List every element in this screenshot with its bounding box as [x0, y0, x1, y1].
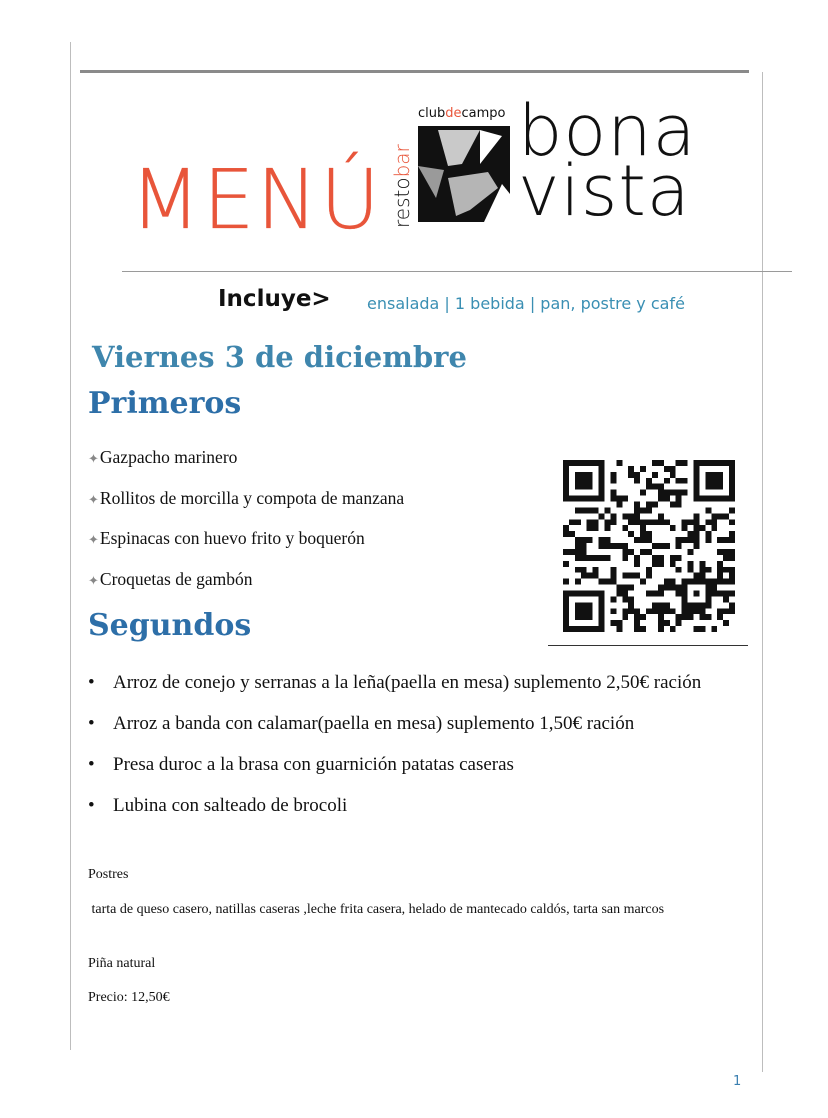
segundos-item: • Presa duroc a la brasa con guarnición patatas caseras: [88, 750, 728, 780]
star-bullet-icon: ✦: [88, 451, 99, 466]
bullet-icon: •: [88, 672, 95, 693]
segundos-list: [88, 668, 728, 832]
star-bullet-icon: ✦: [88, 492, 99, 507]
primeros-item: ✦Rollitos de morcilla y compota de manzana: [88, 488, 405, 508]
primeros-item: ✦Gazpacho marinero: [88, 447, 238, 467]
segundos-heading: Segundos: [88, 608, 252, 643]
bonavista-b-logo-icon: [418, 126, 510, 222]
postres-list: tarta de queso casero, natillas caseras ,leche frita casera, helado de mantecado caldós, tarta san marcos: [88, 902, 665, 917]
brand-bona: bona: [518, 90, 697, 172]
top-rule: [80, 70, 749, 73]
right-margin-line: [762, 72, 763, 1072]
menu-title: MENÚ: [130, 153, 382, 248]
club-de-campo-label: clubdecampo: [418, 106, 506, 121]
postres-fruit: Piña natural: [88, 956, 156, 971]
star-bullet-icon: ✦: [88, 532, 99, 547]
left-margin-line: [70, 42, 71, 1050]
primeros-heading: Primeros: [88, 386, 242, 421]
restobar-label: restobar: [390, 144, 414, 228]
segundos-item: • Arroz a banda con calamar(paella en mesa) suplemento 1,50€ ración: [88, 709, 728, 739]
header-divider: [122, 271, 792, 272]
bullet-icon: •: [88, 713, 95, 734]
qr-code-icon[interactable]: [563, 460, 735, 632]
includes-text: ensalada | 1 bebida | pan, postre y café: [367, 294, 685, 313]
postres-heading: Postres: [88, 867, 129, 882]
qr-underline: [548, 645, 748, 646]
menu-date: Viernes 3 de diciembre: [92, 340, 467, 374]
bullet-icon: •: [88, 754, 95, 775]
primeros-item: ✦Croquetas de gambón: [88, 569, 253, 589]
segundos-item: • Lubina con salteado de brocoli: [88, 791, 728, 821]
price: Precio: 12,50€: [88, 990, 170, 1005]
includes-label: Incluye>: [218, 286, 331, 312]
primeros-item: ✦Espinacas con huevo frito y boquerón: [88, 528, 365, 548]
segundos-item: • Arroz de conejo y serranas a la leña(paella en mesa) suplemento 2,50€ ración: [88, 668, 728, 698]
bullet-icon: •: [88, 795, 95, 816]
brand-vista: vista: [518, 150, 691, 232]
menu-header: [120, 90, 720, 250]
star-bullet-icon: ✦: [88, 573, 99, 588]
page-number: 1: [733, 1074, 742, 1089]
